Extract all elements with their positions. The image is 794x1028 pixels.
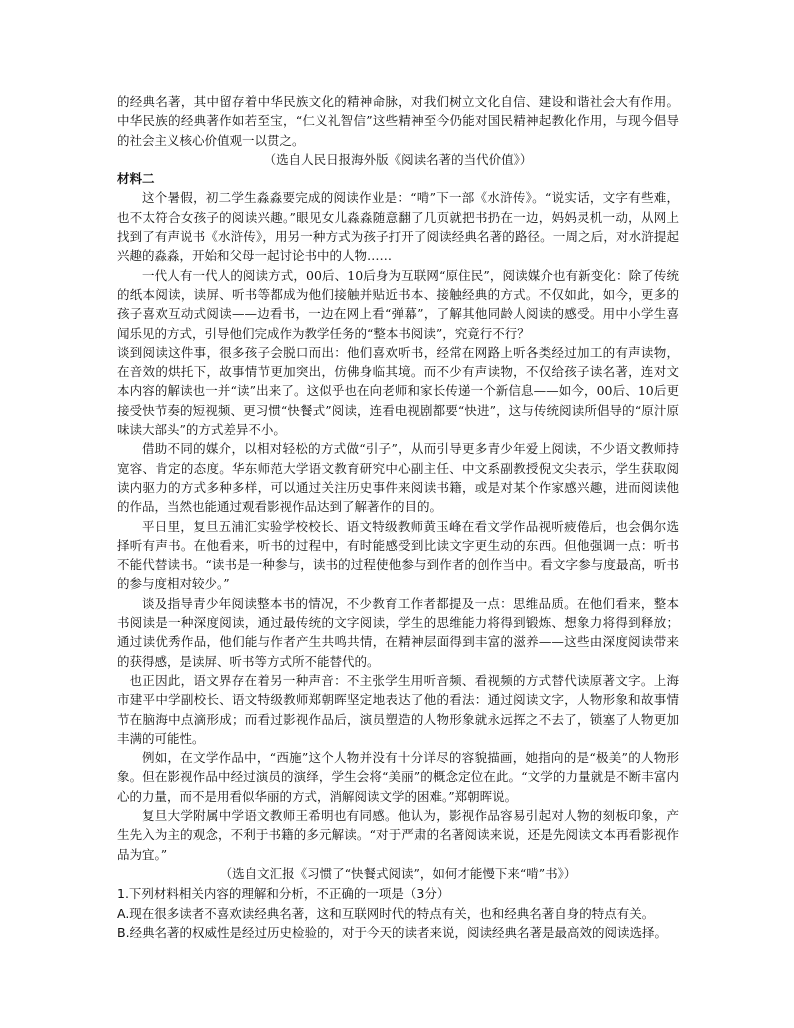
material-two-heading: 材料二	[117, 171, 155, 187]
document-page	[117, 92, 679, 943]
body-paragraph: 例如，在文学作品中，“西施”这个人物并没有十分详尽的容貌描画，她指向的是“极美”的人物形象。但在影视作品中经过演员的演绎，学生会将“美丽”的概念定位在此。“文学的力量就是不断丰富内心的力量，而不是用看似华丽的方式，消解阅读文学的困难。”郑朝晖说。	[117, 750, 679, 804]
body-paragraph: 这个暑假，初二学生淼淼要完成的阅读作业是：“啃”下一部《水浒传》。“说实话，文字有些难，也不太符合女孩子的阅读兴趣。”眼见女儿淼淼随意翻了几页就把书扔在一边，妈妈灵机一动，从网上找到了有声说书《水浒传》，用另一种方式为孩子打开了阅读经典名著的路径。一周之后，对水浒提起兴趣的淼淼，开始和父母一起讨论书中的人物……	[117, 190, 679, 264]
body-paragraph: 谈到阅读这件事，很多孩子会脱口而出：他们喜欢听书，经常在网路上听各类经过加工的有声读物，在音效的烘托下，故事情节更加突出，仿佛身临其境。而不少有声读物，不仅给孩子读名著，连对文本内容的解读也一并“读”出来了。这似乎也在向老师和家长传递一个新信息——如今，00后、10后更接受快节奏的短视频、更习惯“快餐式”阅读，连看电视剧都要“快进”，这与传统阅读所倡导的“原汁原味读大部头”的方式差异不小。	[117, 344, 679, 438]
body-paragraph: 借助不同的媒介，以相对轻松的方式做“引子”，从而引导更多青少年爱上阅读，不少语文教师持宽容、肯定的态度。华东师范大学语文教育研究中心副主任、中文系副教授倪文尖表示，学生获取阅读内驱力的方式多种多样，可以通过关注历史事件来阅读书籍，或是对某个作家感兴趣，进而阅读他的作品，当然也能通过观看影视作品达到了解著作的目的。	[117, 441, 679, 515]
body-paragraph: 复旦大学附属中学语文教师王希明也有同感。他认为，影视作品容易引起对人物的刻板印象，产生先入为主的观念，不利于书籍的多元解读。“对于严肃的名著阅读来说，还是先阅读文本再看影视作品为宜。”	[117, 807, 679, 862]
body-paragraph: 也正因此，语文界存在着另一种声音：不主张学生用听音频、看视频的方式替代读原著文字。上海市建平中学副校长、语文特级教师郑朝晖坚定地表达了他的看法：通过阅读文字，人物形象和故事情节在脑海中点滴形成；而看过影视作品后，演员塑造的人物形象就永远挥之不去了，锁塞了人物更加丰满的可能性。	[117, 672, 679, 746]
body-paragraph: 平日里，复旦五浦汇实验学校校长、语文特级教师黄玉峰在看文学作品视听疲倦后，也会偶尔选择听有声书。在他看来，听书的过程中，有时能感受到比读文字更生动的东西。但他强调一点：听书不能代替读书。“读书是一种参与，读书的过程使他参与到作者的创作当中。看文字参与度最高，听书的参与度相对较少。”	[117, 518, 679, 592]
body-paragraph: 一代人有一代人的阅读方式，00后、10后身为互联网“原住民”，阅读媒介也有新变化：除了传统的纸本阅读，读屏、听书等都成为他们接触并贴近书本、接触经典的方式。不仅如此，如今，更多的孩子喜欢互动式阅读——边看书，一边在网上看“弹幕”，了解其他同龄人阅读的感受。用中小学生喜闻乐见的方式，引导他们完成作为教学任务的“整本书阅读”，究竟行不行？	[117, 267, 679, 341]
question-option-b: B.经典名著的权威性是经过历史检验的，对于今天的读者来说，阅读经典名著是最高效的阅读选择。	[117, 925, 668, 941]
material-two-source: （选自文汇报《习惯了“快餐式阅读”，如何才能慢下来“啃”书》）	[219, 865, 577, 881]
question-block	[117, 884, 679, 943]
body-paragraph: 谈及指导青少年阅读整本书的情况，不少教育工作者都提及一点：思维品质。在他们看来，整本书阅读是一种深度阅读，通过最传统的文字阅读，学生的思维能力将得到锻炼、想象力将得到释放；通过读优秀作品，他们能与作者产生共鸣共情，在精神层面得到丰富的滋养——这些由深度阅读带来的获得感，是读屏、听书等方式所不能替代的。	[117, 595, 679, 669]
material-one-tail: 的经典名著，其中留存着中华民族文化的精神命脉，对我们树立文化自信、建设和谐社会大有作用。中华民族的经典著作如若至宝，“仁义礼智信”这些精神至今仍能对国民精神起教化作用，与现今倡导的社会主义核心价值观一以贯之。	[117, 94, 679, 148]
question-option-a: A.现在很多读者不喜欢读经典名著，这和互联网时代的特点有关，也和经典名著自身的特点有关。	[117, 905, 655, 921]
material-one-source: （选自人民日报海外版《阅读名著的当代价值》）	[263, 151, 533, 167]
question-stem: 1.下列材料相关内容的理解和分析，不正确的一项是（3分）	[117, 886, 450, 902]
